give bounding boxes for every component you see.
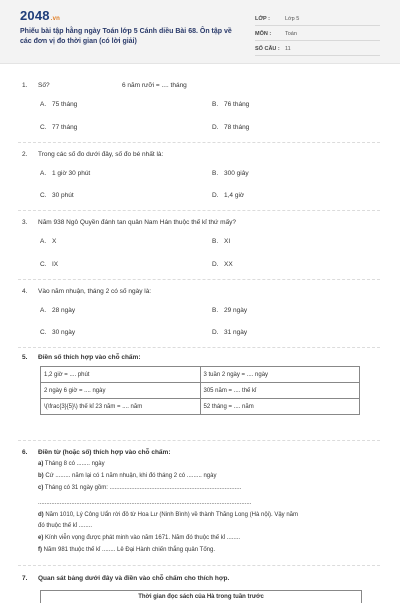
meta-class	[255, 16, 380, 26]
question-5	[22, 354, 141, 361]
option-letter: C.	[40, 261, 47, 268]
option-text: 1 giờ 30 phút	[52, 170, 91, 177]
table-cell[interactable]: 3 tuần 2 ngày = .... ngày	[200, 367, 360, 383]
meta-subject	[255, 31, 380, 41]
option-b[interactable]	[212, 101, 249, 108]
question-number: 5.	[22, 354, 28, 361]
item-text: Tháng 8 có ........ ngày	[44, 461, 105, 467]
item-label: d)	[38, 512, 44, 518]
item-text: Kính viễn vọng được phát minh vào năm 1671. Năm đó thuộc thế kỉ ........	[45, 535, 241, 541]
question-text: Điền từ (hoặc số) thích hợp vào chỗ chấm:	[38, 449, 171, 456]
option-text: 28 ngày	[52, 307, 76, 314]
reading-table-title: Thời gian đọc sách của Hà trong tuần trước	[40, 590, 362, 603]
item-label: a)	[38, 461, 44, 467]
option-text: 75 tháng	[52, 101, 78, 108]
item-text: Năm 1010, Lý Công Uẩn rời đô từ Hoa Lư (Ninh Bình) về thành Thăng Long (Hà nội). Vậy năm	[45, 512, 299, 518]
logo-suffix: .vn	[50, 16, 61, 22]
meta-key: LỚP :	[255, 16, 270, 22]
option-letter: A.	[40, 238, 47, 245]
divider	[18, 279, 380, 280]
table-row	[41, 399, 360, 415]
table-cell[interactable]: \(\frac{3}{5}\) thế kỉ 23 năm = .... năm	[41, 399, 201, 415]
question-number: 7.	[22, 575, 28, 582]
option-text: XI	[224, 238, 231, 245]
option-letter: C.	[40, 329, 47, 336]
table-cell[interactable]: 305 năm = .... thế kỉ	[200, 383, 360, 399]
fill-line-b[interactable]	[38, 473, 216, 479]
option-c[interactable]	[40, 261, 58, 268]
option-letter: B.	[212, 238, 219, 245]
item-label: b)	[38, 473, 44, 479]
divider	[18, 347, 380, 348]
option-d[interactable]	[212, 329, 247, 336]
meta-value: Toán	[285, 31, 297, 37]
question-text: Quan sát bảng dưới đây và điền vào chỗ chấm cho thích hợp.	[38, 575, 230, 582]
option-b[interactable]	[212, 307, 247, 314]
table-cell[interactable]: 1,2 giờ = .... phút	[41, 367, 201, 383]
option-letter: C.	[40, 124, 47, 131]
table-cell[interactable]: 2 ngày 6 giờ = .... ngày	[41, 383, 201, 399]
fill-line-a[interactable]	[38, 461, 105, 467]
question-3	[22, 219, 236, 226]
option-text: 300 giây	[224, 170, 249, 177]
option-letter: A.	[40, 101, 47, 108]
option-letter: D.	[212, 192, 219, 199]
option-c[interactable]	[40, 192, 74, 199]
option-letter: B.	[212, 101, 219, 108]
table-row	[41, 383, 360, 399]
divider	[18, 565, 380, 566]
item-text: đó thuộc thế kỉ ........	[38, 523, 93, 529]
item-label: e)	[38, 535, 44, 541]
option-text: 77 tháng	[52, 124, 78, 131]
option-text: 76 tháng	[224, 101, 250, 108]
logo-text: 2048	[20, 8, 50, 23]
question-text: Số?	[38, 82, 50, 89]
question-7	[22, 575, 229, 582]
option-text: 1,4 giờ	[224, 192, 245, 199]
item-label: c)	[38, 485, 44, 491]
item-label: f)	[38, 547, 42, 553]
fill-line-d[interactable]	[38, 512, 298, 518]
question-number: 6.	[22, 449, 28, 456]
question-1	[22, 82, 50, 89]
item-text: Tháng có 31 ngày gồm: ...............................................................................	[44, 485, 242, 491]
item-text: Năm 981 thuộc thế kỉ ........ Lê Đại Hành chiến thắng quân Tống.	[43, 547, 216, 553]
meta-key: MÔN :	[255, 31, 272, 37]
option-text: 29 ngày	[224, 307, 248, 314]
site-logo[interactable]	[20, 8, 60, 23]
table-cell[interactable]: 52 tháng = .... năm	[200, 399, 360, 415]
fill-line-f[interactable]	[38, 547, 215, 553]
table-row	[41, 367, 360, 383]
fill-in-table	[40, 366, 360, 415]
item-text: ................................................................................................................................	[38, 500, 252, 506]
option-letter: A.	[40, 307, 47, 314]
question-number: 1.	[22, 82, 28, 89]
question-1-expression: 6 năm rưỡi = .... tháng	[122, 82, 187, 89]
option-b[interactable]	[212, 170, 249, 177]
question-number: 4.	[22, 288, 28, 295]
fill-line-c-cont[interactable]	[38, 500, 251, 506]
option-text: 30 phút	[52, 192, 74, 199]
question-4	[22, 288, 151, 295]
option-text: XX	[224, 261, 233, 268]
divider	[18, 210, 380, 211]
option-text: IX	[52, 261, 59, 268]
header	[0, 0, 400, 64]
option-letter: D.	[212, 261, 219, 268]
fill-line-e[interactable]	[38, 535, 240, 541]
question-number: 3.	[22, 219, 28, 226]
option-a[interactable]	[40, 238, 56, 245]
option-c[interactable]	[40, 329, 75, 336]
option-text: 78 tháng	[224, 124, 250, 131]
item-text: Cứ ......... năm lại có 1 năm nhuận, khi đó tháng 2 có ......... ngày	[45, 473, 217, 479]
fill-line-c[interactable]	[38, 485, 241, 491]
question-text: Trong các số đo dưới đây, số đo bé nhất là:	[38, 151, 164, 158]
question-2	[22, 151, 163, 158]
option-c[interactable]	[40, 124, 77, 131]
question-6	[22, 449, 170, 456]
option-d[interactable]	[212, 192, 244, 199]
question-text: Vào năm nhuận, tháng 2 có số ngày là:	[38, 288, 152, 295]
question-text: Năm 938 Ngô Quyền đánh tan quân Nam Hán thuộc thế kỉ thứ mấy?	[38, 219, 237, 226]
option-a[interactable]	[40, 307, 75, 314]
option-b[interactable]	[212, 238, 230, 245]
fill-line-d-cont[interactable]	[38, 523, 92, 529]
page-title: Phiếu bài tập hằng ngày Toán lớp 5 Cánh diều Bài 68. Ôn tập về các đơn vị đo thời gian (có lời giải)	[20, 28, 232, 45]
divider	[18, 440, 380, 441]
option-letter: B.	[212, 170, 219, 177]
meta-value: Lớp 5	[285, 16, 300, 22]
meta-count	[255, 46, 380, 56]
option-letter: A.	[40, 170, 47, 177]
question-number: 2.	[22, 151, 28, 158]
option-a[interactable]	[40, 101, 77, 108]
option-text: 31 ngày	[224, 329, 248, 336]
option-text: X	[52, 238, 57, 245]
meta-key: SỐ CÂU :	[255, 46, 280, 52]
divider	[18, 142, 380, 143]
option-d[interactable]	[212, 124, 249, 131]
option-a[interactable]	[40, 170, 90, 177]
option-d[interactable]	[212, 261, 233, 268]
option-letter: B.	[212, 307, 219, 314]
option-letter: C.	[40, 192, 47, 199]
option-text: 30 ngày	[52, 329, 76, 336]
option-letter: D.	[212, 124, 219, 131]
meta-value: 11	[285, 46, 291, 52]
option-letter: D.	[212, 329, 219, 336]
question-text: Điền số thích hợp vào chỗ chấm:	[38, 354, 141, 361]
